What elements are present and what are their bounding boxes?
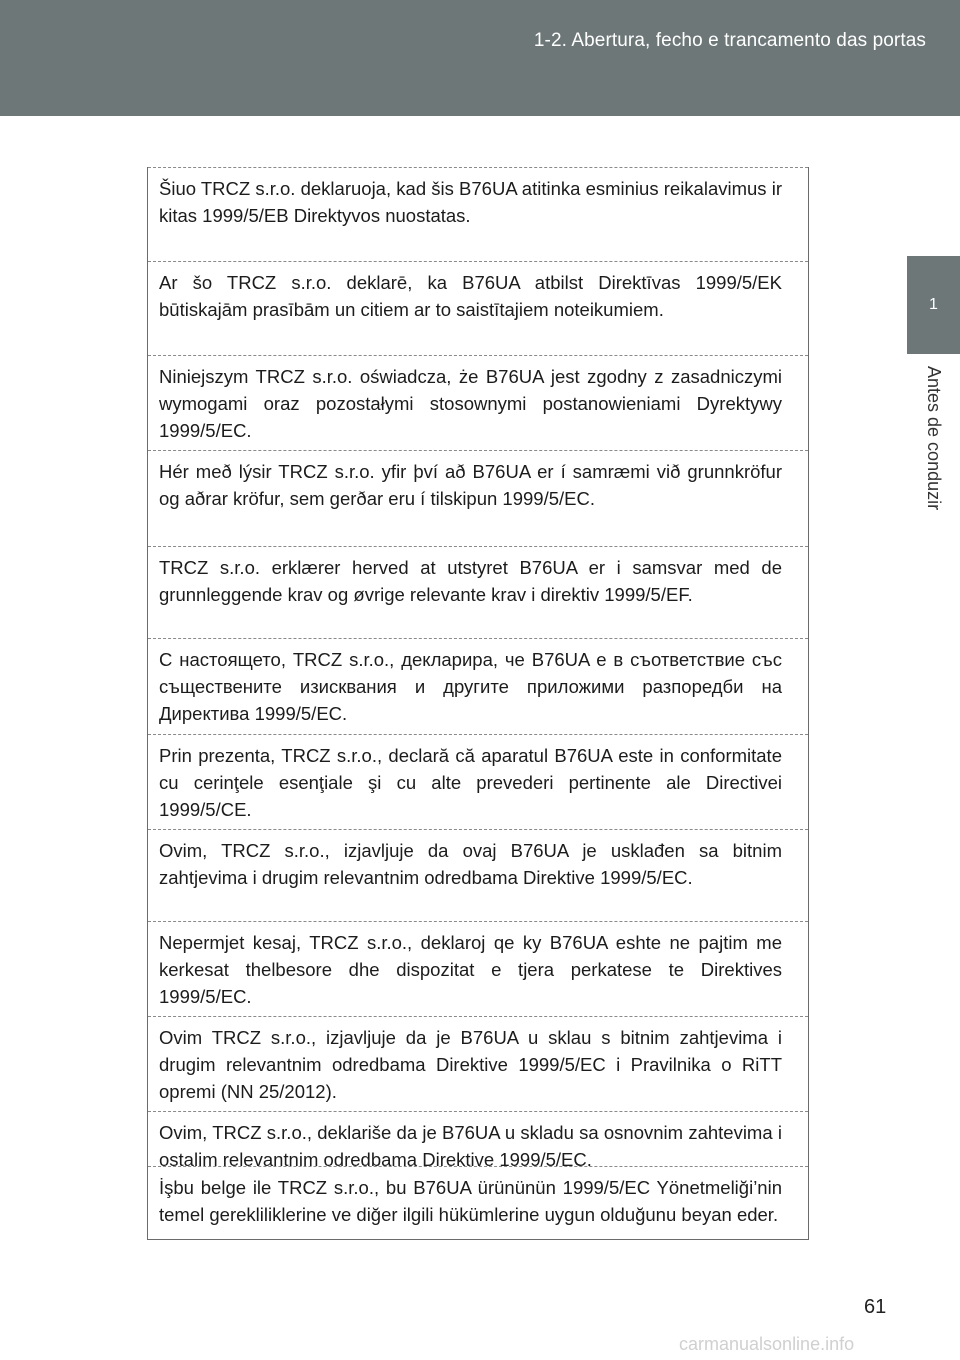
declaration-row-lithuanian	[148, 167, 808, 261]
declaration-text: Hér með lýsir TRCZ s.r.o. yfir því að B76UA er í samræmi við grunnkröfur og aðrar kröfur, sem gerðar eru í tilskipun 1999/5/EC.	[159, 461, 782, 509]
declaration-row-icelandic	[148, 450, 808, 546]
declaration-text: Prin prezenta, TRCZ s.r.o., declară că aparatul B76UA este in conformitate cu cerinţele esenţiale şi cu alte prevederi pertinente ale Directivei 1999/5/CE.	[159, 745, 782, 820]
declaration-row-albanian	[148, 921, 808, 1016]
declaration-text: İşbu belge ile TRCZ s.r.o., bu B76UA ürününün 1999/5/EC Yönetmeliği’nin temel gerekliliklerine ve diğer ilgili hükümlerine uygun olduğunu beyan eder.	[159, 1177, 782, 1225]
watermark: carmanualsonline.info	[679, 1334, 855, 1354]
declaration-row-polish	[148, 355, 808, 450]
chapter-label	[907, 354, 960, 554]
declaration-text: С настоящето, TRCZ s.r.o., декларира, че B76UA е в съответствие със съществените изисквания и другите приложими разпоредби на Директива 1999/5/ЕС.	[159, 649, 782, 724]
declaration-row-romanian	[148, 734, 808, 829]
declaration-row-bulgarian	[148, 638, 808, 734]
declaration-row-serbian	[148, 1111, 808, 1170]
declaration-row-latvian	[148, 261, 808, 355]
declaration-row-croatian	[148, 1016, 808, 1111]
declaration-text: Ovim, TRCZ s.r.o., izjavljuje da ovaj B76UA je usklađen sa bitnim zahtjevima i drugim relevantnim odredbama Direktive 1999/5/EC.	[159, 840, 782, 888]
chapter-tab	[907, 256, 960, 354]
chapter-header	[0, 0, 960, 116]
declaration-text: Niniejszym TRCZ s.r.o. oświadcza, że B76UA jest zgodny z zasadniczymi wymogami oraz pozostałymi stosownymi postanowieniami Dyrektywy 1999/5/EC.	[159, 366, 782, 441]
declaration-row-croatian-bosnian	[148, 829, 808, 921]
chapter-number: 1	[929, 296, 938, 313]
section-title: 1-2. Abertura, fecho e trancamento das portas	[533, 30, 926, 51]
chapter-label-text: Antes de conduzir	[924, 366, 944, 511]
page-number: 61	[864, 1296, 887, 1318]
declaration-text: Nepermjet kesaj, TRCZ s.r.o., deklaroj qe ky B76UA eshte ne pajtim me kerkesat thelbesore dhe dispozitat e tjera perkatese te Direktives 1999/5/EC.	[159, 932, 782, 1007]
declaration-text: Ovim, TRCZ s.r.o., deklariše da je B76UA u skladu sa osnovnim zahtevima i ostalim relevantnim odredbama Direktive 1999/5/EC.	[159, 1122, 782, 1170]
declaration-text: Ar šo TRCZ s.r.o. deklarē, ka B76UA atbilst Direktīvas 1999/5/EK būtiskajām prasībām un citiem ar to saistītajiem noteikumiem.	[159, 272, 782, 320]
declaration-row-norwegian	[148, 546, 808, 638]
declaration-text: TRCZ s.r.o. erklærer herved at utstyret B76UA er i samsvar med de grunnleggende krav og øvrige relevante krav i direktiv 1999/5/EF.	[159, 557, 782, 605]
declaration-text: Ovim TRCZ s.r.o., izjavljuje da je B76UA u sklau s bitnim zahtjevima i drugim relevantnim odredbama Direktive 1999/5/EC i Pravilnika o RiTT opremi (NN 25/2012).	[159, 1027, 782, 1102]
declaration-row-turkish	[148, 1166, 808, 1240]
declaration-text: Šiuo TRCZ s.r.o. deklaruoja, kad šis B76UA atitinka esminius reikalavimus ir kitas 1999/5/EB Direktyvos nuostatas.	[159, 178, 782, 226]
declarations-table	[147, 167, 809, 1240]
